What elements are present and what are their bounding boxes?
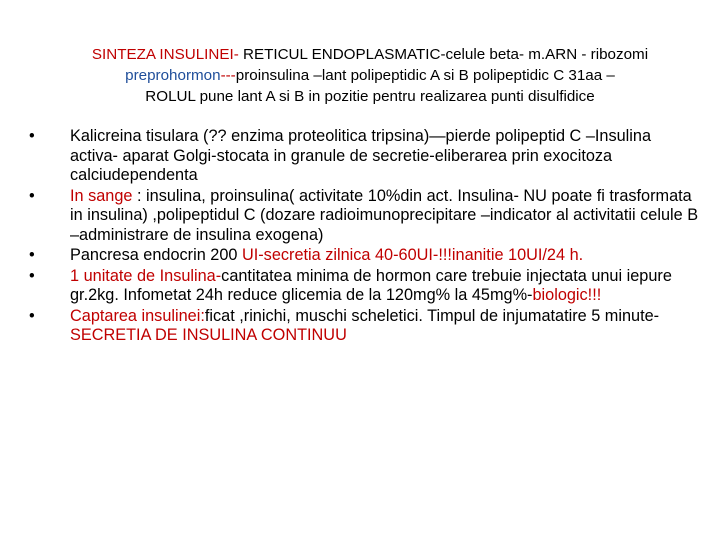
- bullet-highlight: Captarea insulinei:: [70, 306, 205, 325]
- title-heading: SINTEZA INSULINEI-: [91, 46, 243, 63]
- bullet-text: ficat ,rinichi, muschi scheletici. Timpul de injumatatire 5 minute-: [204, 306, 660, 325]
- bullet-item-in-sange: [26, 187, 702, 246]
- bullet-highlight: 1 unitate de Insulina-: [70, 266, 222, 285]
- bullet-list: [26, 127, 702, 347]
- bullet-dot-icon: •: [29, 266, 35, 285]
- title-line-2-text: proinsulina –lant polipeptidic A si B polipeptidic C 31aa –: [235, 67, 615, 84]
- bullet-text: Pancresa endocrin 200: [70, 246, 242, 264]
- bullet-highlight-end: biologic!!!: [532, 286, 602, 304]
- bullet-dot-icon: •: [29, 186, 35, 205]
- title-line-3: ROLUL pune lant A si B in pozitie pentru realizarea punti disulfidice: [145, 88, 595, 105]
- bullet-text: Kalicreina tisulara (?? enzima proteolitica tripsina)—pierde polipeptid C –Insulina activa- aparat Golgi-stocata in granule de secretie-eliberarea prin exocitoza calciudependenta: [70, 127, 651, 184]
- bullet-dot-icon: •: [29, 306, 35, 325]
- title-line-2: [50, 65, 690, 86]
- bullet-item-unitate-insulina: [26, 267, 702, 306]
- title-preprohormon: preprohormon: [125, 67, 221, 84]
- bullet-item-pancreas: [26, 246, 702, 266]
- bullet-highlight-end: SECRETIA DE INSULINA CONTINUU: [70, 326, 347, 344]
- title-line-1: [50, 44, 690, 65]
- title-line-1-text: RETICUL ENDOPLASMATIC-celule beta- m.ARN - ribozomi: [242, 46, 649, 63]
- bullet-item-captarea: [26, 307, 702, 346]
- title-dashes: ---: [220, 67, 236, 84]
- bullet-dot-icon: •: [29, 246, 35, 264]
- bullet-dot-icon: •: [29, 127, 35, 145]
- slide-title: [50, 44, 690, 107]
- bullet-highlight: In sange: [70, 186, 133, 205]
- bullet-text: : insulina, proinsulina( activitate 10%din act. Insulina- NU poate fi trasformata in insulina) ,polipeptidul C (dozare radioimunoprecipitare –indicator al activitatii celule B –administrare de insulina exogena): [70, 186, 699, 244]
- bullet-item-kalicreina: [26, 127, 702, 186]
- bullet-text: cantitatea minima de hormon care trebuie injectata unui iepure gr.2kg. Infometat 24h reduce glicemia de la 120mg% la 45mg%-: [70, 266, 672, 304]
- bullet-highlight: UI-secretia zilnica 40-60UI-!!!inanitie 10UI/24 h.: [241, 246, 584, 264]
